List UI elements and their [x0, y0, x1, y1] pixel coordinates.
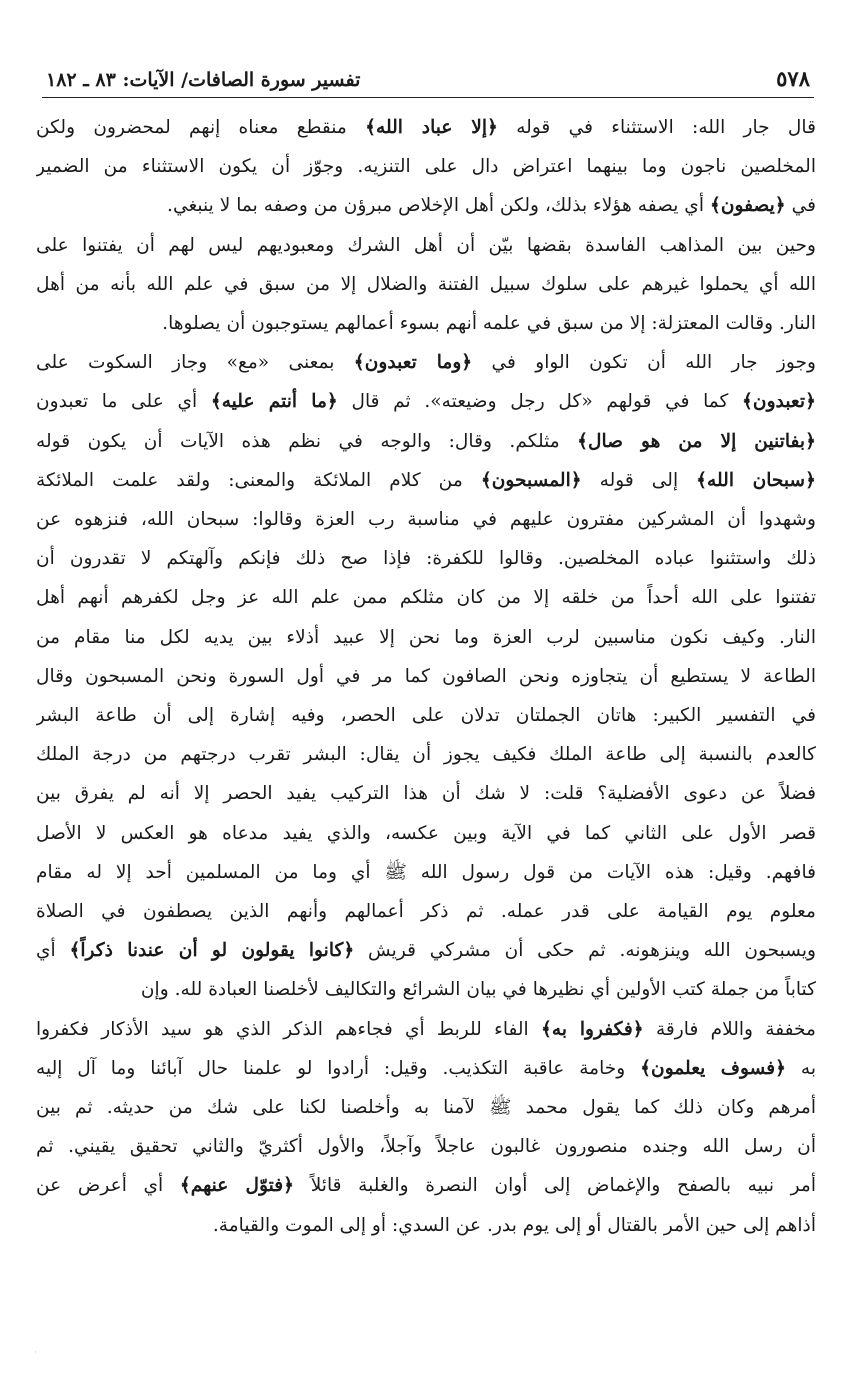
quran-quote: ﴿المسبحون﴾: [480, 469, 582, 491]
body-line: النار. وكيف نكون مناسبين لرب العزة وما نحن إلا عبيد أذلاء بين يديه لكل منا مقام من: [36, 626, 816, 648]
body-line: أن رسل الله وجنده منصورون غالبون عاجلاً وآجلاً، والأول أكثريّ والثاني تحقيق يقيني. ثم: [36, 1136, 816, 1158]
body-line: مخففة واللام فارقة ﴿فكفروا به﴾ الفاء للربط أي فجاءهم الذكر الذي هو سيد الأذكار فكفروا: [36, 1018, 816, 1040]
body-line: ﴿بفاتنين إلا من هو صال﴾ مثلكم. وقال: والوجه في نظم هذه الآيات أن يكون قوله: [36, 430, 816, 452]
body-line: أمرهم وكان ذلك كما يقول محمد ﷺ لآمنا به وأخلصنا لكنا على شك من حديثه. ثم بين: [36, 1097, 816, 1119]
body-line: به ﴿فسوف يعلمون﴾ وخامة عاقبة التكذيب. وقيل: أرادوا لو علمنا حال آبائنا وما آل إليه: [36, 1057, 816, 1079]
body-text: [36, 108, 816, 1245]
body-line: تفتنوا على الله أحداً من خلقه إلا من كان مثلكم ممن علم الله عز وجل لكفرهم أنهم أهل: [36, 587, 816, 609]
running-title: تفسير سورة الصافات/ الآيات: ٨٣ ـ ١٨٢: [46, 69, 361, 91]
body-line: قصر الأول على الثاني كما في الآية وبين عكسه، والذي يفيد مدعاه هو العكس لا الأصل: [36, 822, 816, 844]
body-line: ويسبحون الله وينزهونه. ثم حكى أن مشركي قريش ﴿كانوا يقولون لو أن عندنا ذكراً﴾ أي: [36, 940, 816, 962]
body-line: في التفسير الكبير: هاتان الجملتان تدلان على الحصر، وفيه إشارة إلى أن طاعة البشر: [36, 705, 816, 727]
body-line: أمر نبيه بالصفح والإغماض إلى أوان النصرة والغلبة قائلاً ﴿فتوّل عنهم﴾ أي أعرض عن: [36, 1175, 816, 1197]
body-line: ذلك واستثنوا عباده المخلصين. وقالوا للكفرة: فإذا صح ذلك فإنكم وآلهتكم لا تقدرون أن: [36, 548, 816, 570]
body-line: في ﴿يصفون﴾ أي يصفه هؤلاء بذلك، ولكن أهل الإخلاص مبرؤن من وصفه بما لا ينبغي.: [167, 195, 816, 217]
body-line: كالعدم بالنسبة إلى طاعة الملك فكيف يجوز أن يقال: البشر تقرب درجتهم من درجة الملك: [36, 744, 816, 766]
scan-speck: ·: [34, 1348, 37, 1358]
quran-quote: ﴿إلا عباد الله﴾: [365, 117, 498, 138]
body-line: الطاعة لا يستطيع أن يتجاوزه ونحن الصافون كما مر في أول السورة ونحن المسبحون وقال: [36, 665, 816, 687]
body-line: أذاهم إلى حين الأمر بالقتال أو إلى يوم بدر. عن السدي: أو إلى الموت والقيامة.: [212, 1214, 816, 1236]
body-line: وحين بين المذاهب الفاسدة بقضها بيّن أن أهل الشرك ومعبوديهم ليس لهم أن يفتنوا على: [36, 234, 816, 256]
body-line: ﴿تعبدون﴾ كما في قولهم «كل رجل وضيعته». ثم قال ﴿ما أنتم عليه﴾ أي على ما تعبدون: [36, 391, 816, 413]
body-line: ﴿سبحان الله﴾ إلى قوله ﴿المسبحون﴾ من كلام الملائكة والمعنى: ولقد علمت الملائكة: [36, 469, 816, 491]
quran-quote: ﴿فكفروا به﴾: [540, 1018, 644, 1040]
body-line: كتاباً من جملة كتب الأولين أي نظيرها في بيان الشرائع والتكاليف لأخلصنا العبادة لله. وإن: [140, 979, 816, 1001]
quran-quote: ﴿كانوا يقولون لو أن عندنا ذكراً﴾: [69, 940, 355, 962]
quran-quote: ﴿سبحان الله﴾: [696, 469, 816, 491]
body-line: الله أي يحملوا غيرهم على سلوك سبيل الفتنة والضلال إلا من سبق في علم الله بأنه من أهل: [36, 273, 816, 295]
page-header: [42, 66, 814, 98]
quran-quote: ﴿تعبدون﴾: [742, 391, 816, 413]
quran-quote: ﴿ما أنتم عليه﴾: [210, 391, 338, 413]
body-line: فضلاً عن دعوى الأفضلية؟ قلت: لا شك أن هذا التركيب يفيد الحصر إلا أنه لم يفرق بين: [36, 783, 816, 805]
quran-quote: ﴿وما تعبدون﴾: [353, 352, 473, 374]
body-line: المخلصين ناجون وما بينهما اعتراض دال على التنزيه. وجوّز أن يكون الاستثناء من الضمير: [36, 156, 816, 178]
page-number: ٥٧٨: [776, 66, 810, 91]
body-line: فافهم. وقيل: هذه الآيات من قول رسول الله ﷺ أي وما من المسلمين أحد إلا له مقام: [36, 861, 816, 883]
quran-quote: ﴿فتوّل عنهم﴾: [179, 1175, 295, 1197]
quran-quote: ﴿يصفون﴾: [709, 195, 786, 217]
body-line: معلوم يوم القيامة على قدر عمله. ثم ذكر أعمالهم وأنهم الذين يصطفون في الصلاة: [36, 901, 816, 923]
body-line: النار. وقالت المعتزلة: إلا من سبق في علمه أنهم بسوء أعمالهم يستوجبون أن يصلوها.: [162, 313, 816, 335]
body-line: وشهدوا أن المشركين مفترون عليهم في مناسبة رب العزة وقالوا: سبحان الله، فنزهوه عن: [36, 509, 816, 531]
body-line: وجوز جار الله أن تكون الواو في ﴿وما تعبدون﴾ بمعنى «مع» وجاز السكوت على: [36, 352, 816, 374]
quran-quote: ﴿فسوف يعلمون﴾: [640, 1057, 787, 1079]
body-line: قال جار الله: الاستثناء في قوله ﴿إلا عباد الله﴾ منقطع معناه إنهم لمحضرون ولكن: [36, 117, 816, 138]
quran-quote: ﴿بفاتنين إلا من هو صال﴾: [577, 430, 816, 452]
